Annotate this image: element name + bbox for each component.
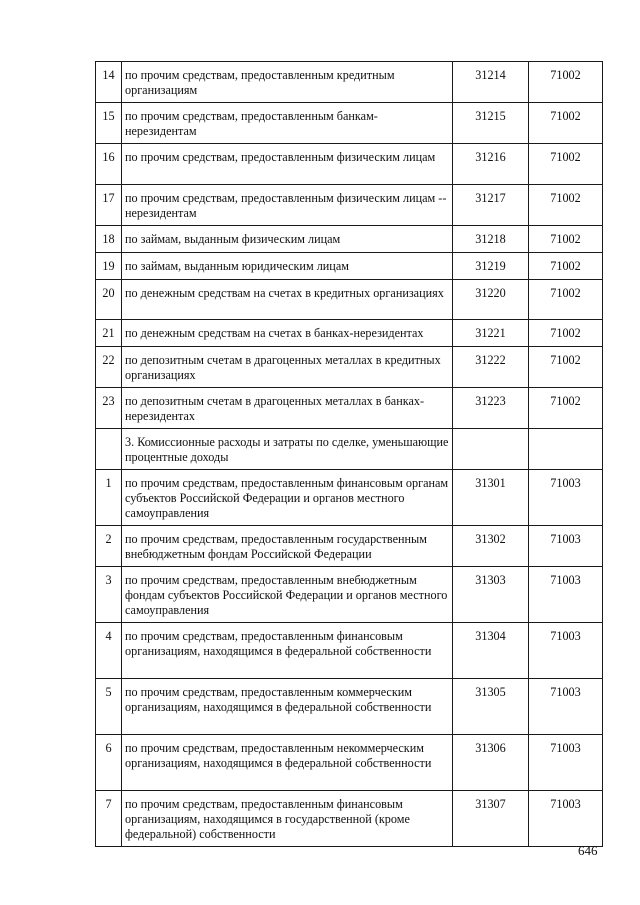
row-number: 1: [96, 470, 122, 526]
table-row: [96, 735, 603, 791]
row-number: 19: [96, 253, 122, 280]
row-description: по прочим средствам, предоставленным финансовым организациям, находящимся в государственной (кроме федеральной) собственности: [122, 791, 453, 847]
row-description: по прочим средствам, предоставленным финансовым организациям, находящимся в федеральной собственности: [122, 623, 453, 679]
table-row: [96, 791, 603, 847]
row-code: 31307: [453, 791, 529, 847]
table-row: [96, 103, 603, 144]
row-code: 31219: [453, 253, 529, 280]
row-number: 4: [96, 623, 122, 679]
row-code: [453, 429, 529, 470]
row-code: 31222: [453, 347, 529, 388]
table-row: [96, 470, 603, 526]
row-number: 3: [96, 567, 122, 623]
section-header-row: [96, 429, 603, 470]
row-account: 71003: [529, 470, 603, 526]
row-number: 15: [96, 103, 122, 144]
row-code: 31301: [453, 470, 529, 526]
row-description: по прочим средствам, предоставленным финансовым органам субъектов Российской Федерации и органов местного самоуправления: [122, 470, 453, 526]
table-row: [96, 185, 603, 226]
row-code: 31215: [453, 103, 529, 144]
row-description: по прочим средствам, предоставленным некоммерческим организациям, находящимся в федеральной собственности: [122, 735, 453, 791]
row-account: 71002: [529, 185, 603, 226]
table-row: [96, 347, 603, 388]
section-title: 3. Комиссионные расходы и затраты по сделке, уменьшающие процентные доходы: [122, 429, 453, 470]
row-description: по займам, выданным юридическим лицам: [122, 253, 453, 280]
table-row: [96, 567, 603, 623]
row-code: 31216: [453, 144, 529, 185]
row-code: 31305: [453, 679, 529, 735]
row-description: по депозитным счетам в драгоценных металлах в кредитных организациях: [122, 347, 453, 388]
table-row: [96, 623, 603, 679]
row-account: 71002: [529, 62, 603, 103]
row-number: 22: [96, 347, 122, 388]
row-description: по прочим средствам, предоставленным кредитным организациям: [122, 62, 453, 103]
row-code: 31306: [453, 735, 529, 791]
row-number: 2: [96, 526, 122, 567]
row-description: по прочим средствам, предоставленным физическим лицам -- нерезидентам: [122, 185, 453, 226]
row-account: [529, 429, 603, 470]
row-account: 71003: [529, 791, 603, 847]
row-code: 31303: [453, 567, 529, 623]
accounts-table: [95, 61, 603, 847]
row-description: по денежным средствам на счетах в банках-нерезидентах: [122, 320, 453, 347]
row-number: 18: [96, 226, 122, 253]
table-row: [96, 320, 603, 347]
row-account: 71003: [529, 526, 603, 567]
row-description: по прочим средствам, предоставленным банкам-нерезидентам: [122, 103, 453, 144]
row-number: 16: [96, 144, 122, 185]
row-number: 20: [96, 280, 122, 320]
row-description: по денежным средствам на счетах в кредитных организациях: [122, 280, 453, 320]
row-description: по займам, выданным физическим лицам: [122, 226, 453, 253]
row-code: 31223: [453, 388, 529, 429]
row-description: по депозитным счетам в драгоценных металлах в банках-нерезидентах: [122, 388, 453, 429]
table-row: [96, 526, 603, 567]
row-code: 31220: [453, 280, 529, 320]
table-row: [96, 253, 603, 280]
table-row: [96, 280, 603, 320]
row-account: 71003: [529, 623, 603, 679]
row-number: 7: [96, 791, 122, 847]
row-account: 71002: [529, 144, 603, 185]
row-number: [96, 429, 122, 470]
row-account: 71002: [529, 226, 603, 253]
row-account: 71002: [529, 347, 603, 388]
row-code: 31302: [453, 526, 529, 567]
row-code: 31217: [453, 185, 529, 226]
row-account: 71002: [529, 320, 603, 347]
row-code: 31304: [453, 623, 529, 679]
row-account: 71002: [529, 253, 603, 280]
row-code: 31221: [453, 320, 529, 347]
row-description: по прочим средствам, предоставленным внебюджетным фондам субъектов Российской Федерации и органов местного самоуправления: [122, 567, 453, 623]
row-number: 17: [96, 185, 122, 226]
row-code: 31214: [453, 62, 529, 103]
row-account: 71003: [529, 567, 603, 623]
table-row: [96, 62, 603, 103]
row-account: 71002: [529, 388, 603, 429]
page-number: 646: [578, 843, 598, 858]
row-account: 71003: [529, 679, 603, 735]
row-description: по прочим средствам, предоставленным физическим лицам: [122, 144, 453, 185]
table-row: [96, 144, 603, 185]
row-number: 6: [96, 735, 122, 791]
table-row: [96, 679, 603, 735]
table-row: [96, 226, 603, 253]
row-account: 71002: [529, 280, 603, 320]
row-account: 71003: [529, 735, 603, 791]
row-description: по прочим средствам, предоставленным государственным внебюджетным фондам Российской Федерации: [122, 526, 453, 567]
row-description: по прочим средствам, предоставленным коммерческим организациям, находящимся в федеральной собственности: [122, 679, 453, 735]
row-account: 71002: [529, 103, 603, 144]
row-number: 14: [96, 62, 122, 103]
table-row: [96, 388, 603, 429]
row-number: 21: [96, 320, 122, 347]
row-number: 5: [96, 679, 122, 735]
row-code: 31218: [453, 226, 529, 253]
row-number: 23: [96, 388, 122, 429]
